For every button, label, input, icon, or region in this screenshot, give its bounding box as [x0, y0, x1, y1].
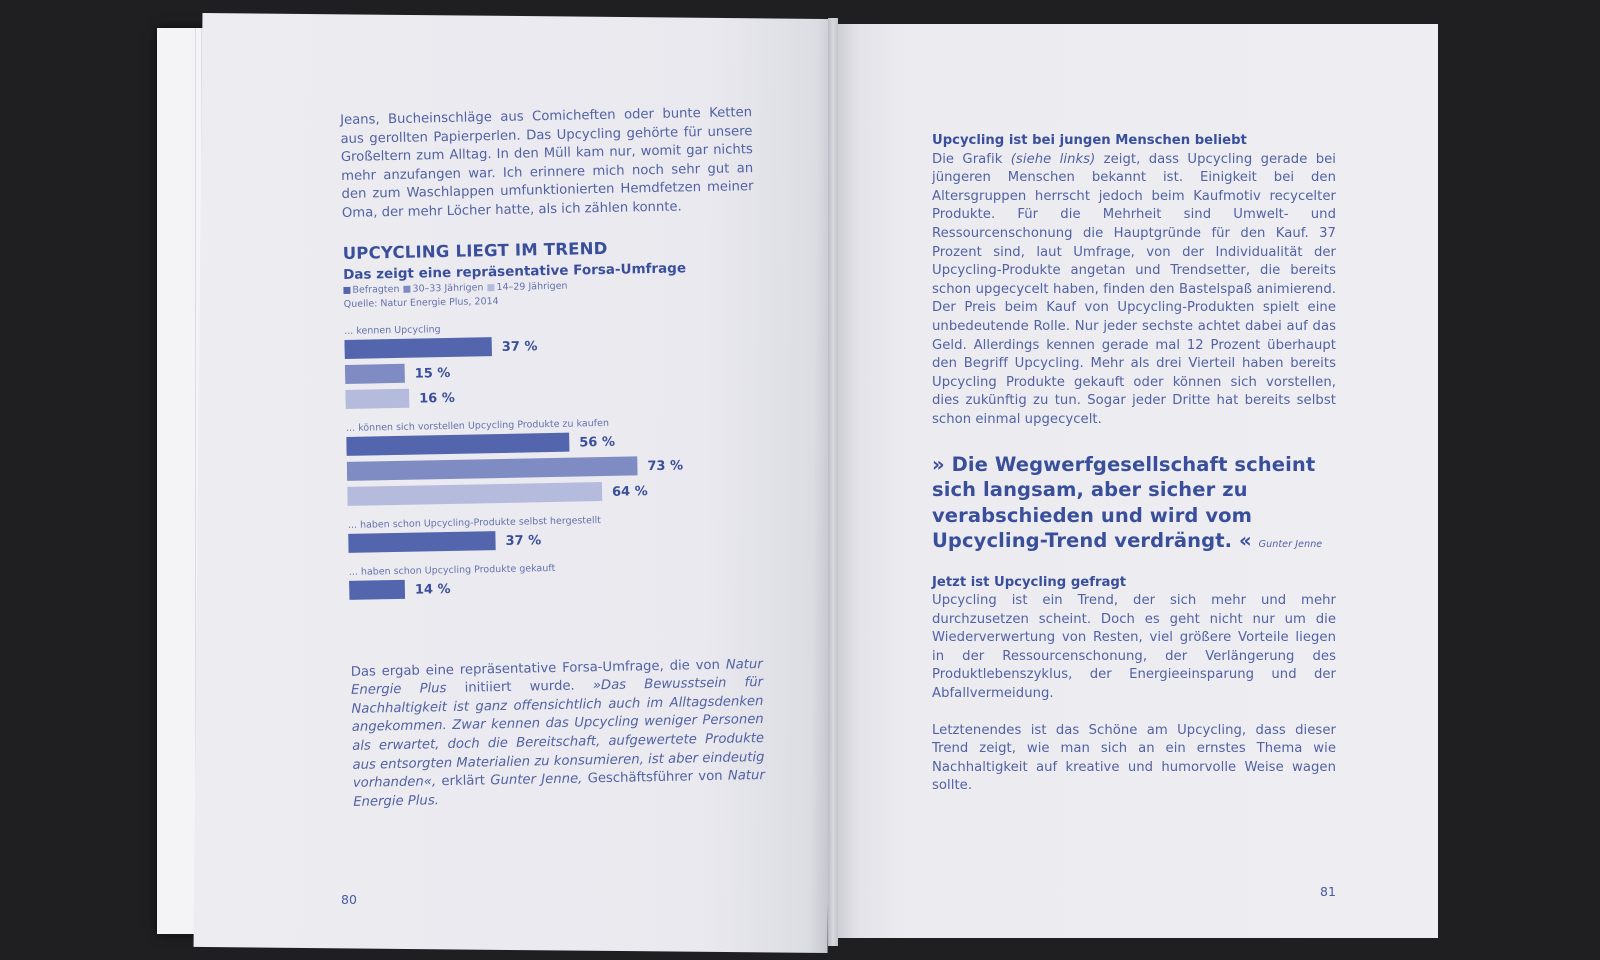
- chart-bar-0-2: [345, 388, 409, 408]
- left-page-content: [340, 104, 765, 812]
- right-page-content: [932, 132, 1336, 796]
- chart-value-label-0-2: 16 %: [419, 390, 455, 407]
- chart-source: Quelle: Natur Energie Plus, 2014: [343, 295, 499, 310]
- chart-bar-1-2: [347, 482, 602, 506]
- chart-value-label-0-1: 15 %: [414, 365, 451, 382]
- pull-quote: » Die Wegwerfgesellschaft scheint sich langsam, aber sicher zu verabschieden und wird vom Upcycling-Trend verdrängt. « Gunter Jenne: [932, 452, 1323, 552]
- chart-value-label-2-0: 37 %: [505, 532, 542, 549]
- legend-item-0: Befragten: [343, 283, 399, 295]
- chart-svg: [344, 316, 762, 654]
- page-number-left: 80: [341, 892, 357, 907]
- chart-value-label-1-0: 56 %: [579, 434, 616, 451]
- legend-item-2: 14–29 Jährigen: [487, 280, 567, 293]
- chart-group-label-0: ... kennen Upcycling: [344, 323, 441, 337]
- heading-demand: Jetzt ist Upcycling gefragt: [932, 574, 1127, 590]
- chart-bar-3-0: [349, 579, 405, 599]
- chart-group-label-1: ... können sich vorstellen Upcycling Produkte zu kaufen: [345, 417, 610, 434]
- chart-group-label-2: ... haben schon Upcycling-Produkte selbst hergestellt: [347, 514, 602, 531]
- page-number-right: 81: [1320, 884, 1336, 899]
- book-gutter: [828, 18, 838, 946]
- legend-item-1: 30–33 Jährigen: [403, 282, 483, 295]
- intro-paragraph: Jeans, Bucheinschläge aus Comicheften oder bunte Ketten aus gerollten Papierperlen. Das Upcycling gehörte für unsere Großeltern zum Alltag. In den Müll kam nur, womit gar nichts mehr anzufangen war. Ich erinnere mich noch sehr gut an den zum Waschlappen umfunktionierten Hemdfetzen meiner Oma, der mehr Löcher hatte, als ich zählen konnte.: [340, 105, 754, 221]
- chart-bar-1-0: [346, 432, 569, 455]
- chart-bar-0-1: [345, 363, 405, 383]
- upcycling-bar-chart: [344, 316, 762, 654]
- heading-young-people: Upcycling ist bei jungen Menschen beliebt: [932, 133, 1247, 148]
- chart-bar-1-1: [347, 456, 638, 481]
- chart-value-label-1-2: 64 %: [611, 483, 648, 500]
- chart-bar-0-0: [344, 337, 492, 359]
- chart-value-label-0-0: 37 %: [501, 338, 538, 355]
- paragraph-young-people: Die Grafik (siehe links) zeigt, dass Upcycling gerade bei jüngeren Menschen bekannt ist. Einigkeit bei den Altersgruppen herrscht jedoch beim Kaufmotiv recycelter Produkte. Für die Mehrheit sind Umwelt- und Ressourcenschonung die Hauptgründe für den Kauf. 37 Prozent sind, laut Umfrage, von der Individualität der Upcycling-Produkte angetan und Trendsetter, die bereits schon upgecycelt haben, finden den Bastelspaß animierend. Der Preis beim Kauf von Upcycling-Produkten spielt eine unbedeutende Rolle. Nur jeder sechste achtet dabei auf das Geld. Allerdings kennen gerade mal 12 Prozent überhaupt den Begriff Upcycling. Mehr als drei Vierteil haben bereits Upcycling Produkte gekauft oder können sich vorstellen, dies zukünftig zu tun. Sogar jeder Dritte hat bereits selbst schon einmal upgecycelt.: [932, 151, 1337, 427]
- section-subtitle: Das zeigt eine repräsentative Forsa-Umfrage: [342, 259, 687, 283]
- chart-group-label-3: ... haben schon Upcycling Produkte gekauft: [348, 562, 556, 578]
- chart-value-label-1-1: 73 %: [647, 458, 684, 474]
- paragraph-demand: Upcycling ist ein Trend, der sich mehr und mehr durchzusetzen scheint. Doch es geht nicht nur um die Wiederverwertung von Resten, viel größere Vorteile liegen in der Ressourcenschonung, der Verlängerung des Produktlebenszyklus, der Energieeinsparung und der Abfallvermeidung.: [932, 593, 1336, 702]
- quote-author: Gunter Jenne: [1258, 539, 1323, 550]
- chart-bar-2-0: [348, 531, 496, 553]
- after-chart-paragraph: Das ergab eine repräsentative Forsa-Umfrage, die von Natur Energie Plus initiiert wurde. »Das Bewusstsein für Nachhaltigkeit ist ganz offensichtlich auch im Alltagsdenken angekommen. Zwar kennen das Upcycling weniger Personen als erwartet, doch die Bereitschaft, aufgewertete Produkte aus entsorgten Materialien zu konsumieren, ist aber eindeutig vorhanden«, erklärt Gunter Jenne, Geschäftsführer von Natur Energie Plus.: [350, 656, 765, 810]
- section-title: UPCYCLING LIEGT IM TREND: [342, 238, 608, 263]
- chart-value-label-3-0: 14 %: [414, 581, 451, 598]
- paragraph-conclusion: Letztenendes ist das Schöne am Upcycling, dass dieser Trend zeigt, wie man sich an ein ernstes Thema wie Nachhaltigkeit auf kreative und humorvolle Weise wagen sollte.: [932, 722, 1336, 794]
